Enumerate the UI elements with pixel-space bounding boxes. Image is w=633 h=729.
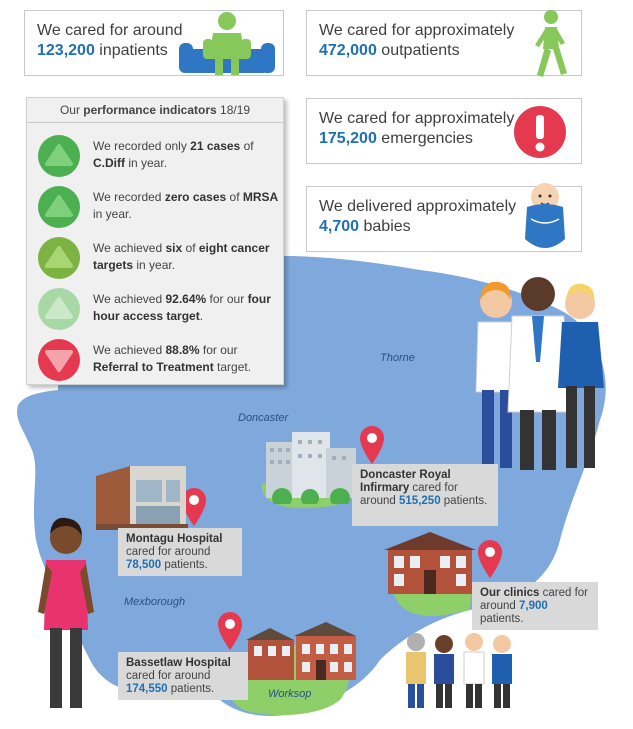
stat-babies-line1: We delivered approximately bbox=[319, 198, 517, 215]
stat-outpatients-line1: We cared for approximately bbox=[319, 22, 515, 39]
stat-outpatients-label: outpatients bbox=[381, 42, 460, 59]
indicator-mrsa-text: We recorded zero cases of MRSA in year. bbox=[93, 190, 279, 221]
performance-panel bbox=[26, 97, 284, 385]
stat-inpatients-value: 123,200 bbox=[37, 42, 95, 59]
stat-babies bbox=[306, 186, 582, 252]
callout-montagu bbox=[118, 528, 242, 576]
place-thorne: Thorne bbox=[380, 352, 415, 364]
callout-montagu-post: patients. bbox=[161, 559, 208, 571]
montagu-building-icon bbox=[96, 462, 190, 532]
performance-header bbox=[27, 98, 283, 123]
indicator-up-icon bbox=[38, 135, 80, 177]
indicator-up-icon bbox=[38, 237, 80, 279]
stat-outpatients-value: 472,000 bbox=[319, 42, 377, 59]
stat-emergencies-label: emergencies bbox=[381, 130, 473, 147]
indicator-cdiff bbox=[27, 130, 285, 182]
callout-doncaster-post: patients. bbox=[440, 495, 488, 507]
clinics-pin-icon bbox=[476, 538, 504, 578]
stat-outpatients bbox=[306, 10, 582, 76]
callout-doncaster-name: Doncaster Royal Infirmary bbox=[360, 469, 451, 494]
stat-inpatients bbox=[24, 10, 284, 76]
staff-small-group-illustration bbox=[400, 630, 520, 710]
indicator-up-icon bbox=[38, 288, 80, 330]
stat-inpatients-line1: We cared for around bbox=[37, 22, 183, 39]
performance-header-bold: performance indicators bbox=[83, 103, 217, 117]
callout-clinics-value: 7,900 bbox=[519, 600, 548, 612]
swaddled-baby-icon bbox=[521, 179, 569, 257]
exclamation-icon bbox=[513, 105, 567, 159]
place-mexborough: Mexborough bbox=[124, 596, 186, 608]
callout-clinics-post: patients. bbox=[480, 613, 524, 625]
bassetlaw-building-icon bbox=[246, 622, 358, 680]
doncaster-building-icon bbox=[262, 432, 362, 504]
indicator-up-icon bbox=[38, 186, 80, 228]
performance-header-pre: Our bbox=[59, 103, 80, 117]
place-doncaster: Doncaster bbox=[238, 412, 289, 424]
callout-montagu-pre: cared for around bbox=[126, 546, 211, 558]
stat-emergencies bbox=[306, 98, 582, 164]
callout-clinics bbox=[472, 582, 598, 630]
callout-montagu-name: Montagu Hospital bbox=[126, 533, 223, 545]
staff-group-illustration bbox=[470, 272, 610, 472]
callout-clinics-name: Our clinics bbox=[480, 587, 540, 599]
stat-babies-label: babies bbox=[363, 218, 411, 235]
indicator-cancer bbox=[27, 232, 285, 284]
indicator-rtt-text: We achieved 88.8% for our Referral to Treatment target. bbox=[93, 343, 252, 374]
indicator-down-icon bbox=[38, 339, 80, 381]
bassetlaw-pin-icon bbox=[216, 610, 244, 650]
callout-bassetlaw-value: 174,550 bbox=[126, 683, 168, 695]
callout-montagu-value: 78,500 bbox=[126, 559, 162, 571]
callout-doncaster-value: 515,250 bbox=[399, 495, 441, 507]
indicator-rtt bbox=[27, 334, 285, 386]
indicator-mrsa bbox=[27, 181, 285, 233]
callout-doncaster bbox=[352, 464, 498, 526]
indicator-four-hour bbox=[27, 283, 285, 335]
doncaster-pin-icon bbox=[358, 424, 386, 464]
walking-person-icon bbox=[529, 9, 571, 79]
stat-inpatients-label: inpatients bbox=[99, 42, 168, 59]
indicator-cancer-text: We achieved six of eight cancer targets in year. bbox=[93, 241, 270, 272]
stat-emergencies-line1: We cared for approximately bbox=[319, 110, 515, 127]
clinics-building-icon bbox=[382, 532, 478, 594]
indicator-cdiff-text: We recorded only 21 cases of C.Diff in year. bbox=[93, 139, 254, 170]
callout-bassetlaw-name: Bassetlaw Hospital bbox=[126, 657, 231, 669]
place-worksop: Worksop bbox=[268, 688, 312, 700]
callout-bassetlaw bbox=[118, 652, 248, 700]
performance-header-year: 18/19 bbox=[220, 103, 251, 117]
inpatient-on-sofa-icon bbox=[179, 9, 275, 77]
stat-babies-value: 4,700 bbox=[319, 218, 360, 235]
indicator-four-hour-text: We achieved 92.64% for our four hour access target. bbox=[93, 292, 271, 323]
callout-clinics-pre: cared for around bbox=[480, 587, 589, 612]
stat-emergencies-value: 175,200 bbox=[319, 130, 377, 147]
callout-doncaster-pre: cared for around bbox=[360, 482, 458, 507]
staff-member-left-illustration bbox=[36, 512, 96, 712]
callout-bassetlaw-post: patients. bbox=[167, 683, 215, 695]
callout-bassetlaw-pre: cared for around bbox=[126, 670, 211, 682]
